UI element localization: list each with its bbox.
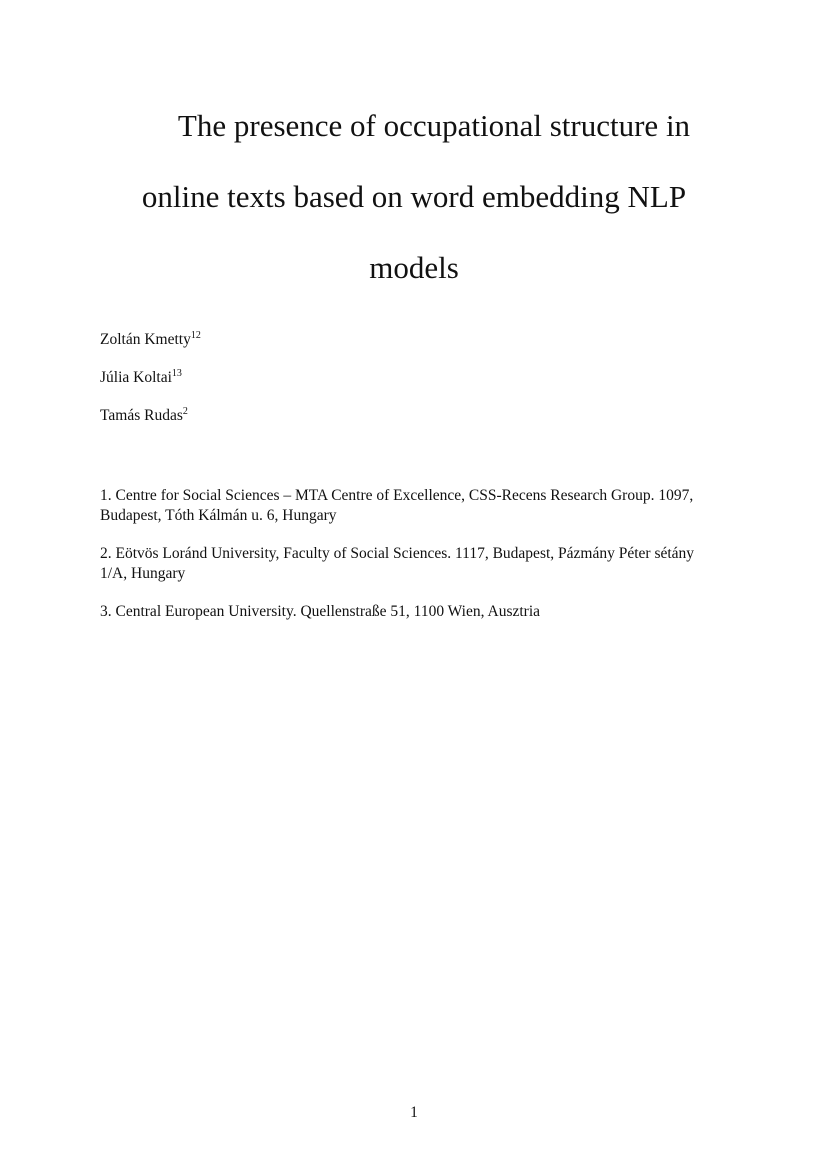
affiliation-list [100, 486, 720, 640]
affiliation-item: 1. Centre for Social Sciences – MTA Centre of Excellence, CSS-Recens Research Group. 1097, Budapest, Tóth Kálmán u. 6, Hungary [100, 487, 694, 524]
affiliation-item: 3. Central European University. Quellenstraße 51, 1100 Wien, Ausztria [100, 603, 541, 620]
affiliation-marker: 12 [190, 330, 201, 341]
author-name: Tamás Rudas [100, 407, 183, 424]
affiliation-item: 2. Eötvös Loránd University, Faculty of Social Sciences. 1117, Budapest, Pázmány Péter sétány 1/A, Hungary [100, 545, 695, 582]
affiliation-marker: 2 [182, 406, 188, 417]
title-line-2: online texts based on word embedding NLP [141, 179, 687, 214]
author-name: Zoltán Kmetty [100, 331, 191, 348]
title-line-1: The presence of occupational structure in [177, 108, 691, 143]
paper-title [100, 90, 728, 303]
author-entry [100, 406, 201, 426]
author-entry [100, 330, 201, 350]
page-number: 1 [410, 1104, 418, 1121]
author-entry [100, 368, 201, 388]
affiliation-marker: 13 [171, 368, 182, 379]
author-list [100, 330, 201, 444]
title-line-3: models [369, 250, 459, 285]
author-name: Júlia Koltai [100, 369, 172, 386]
